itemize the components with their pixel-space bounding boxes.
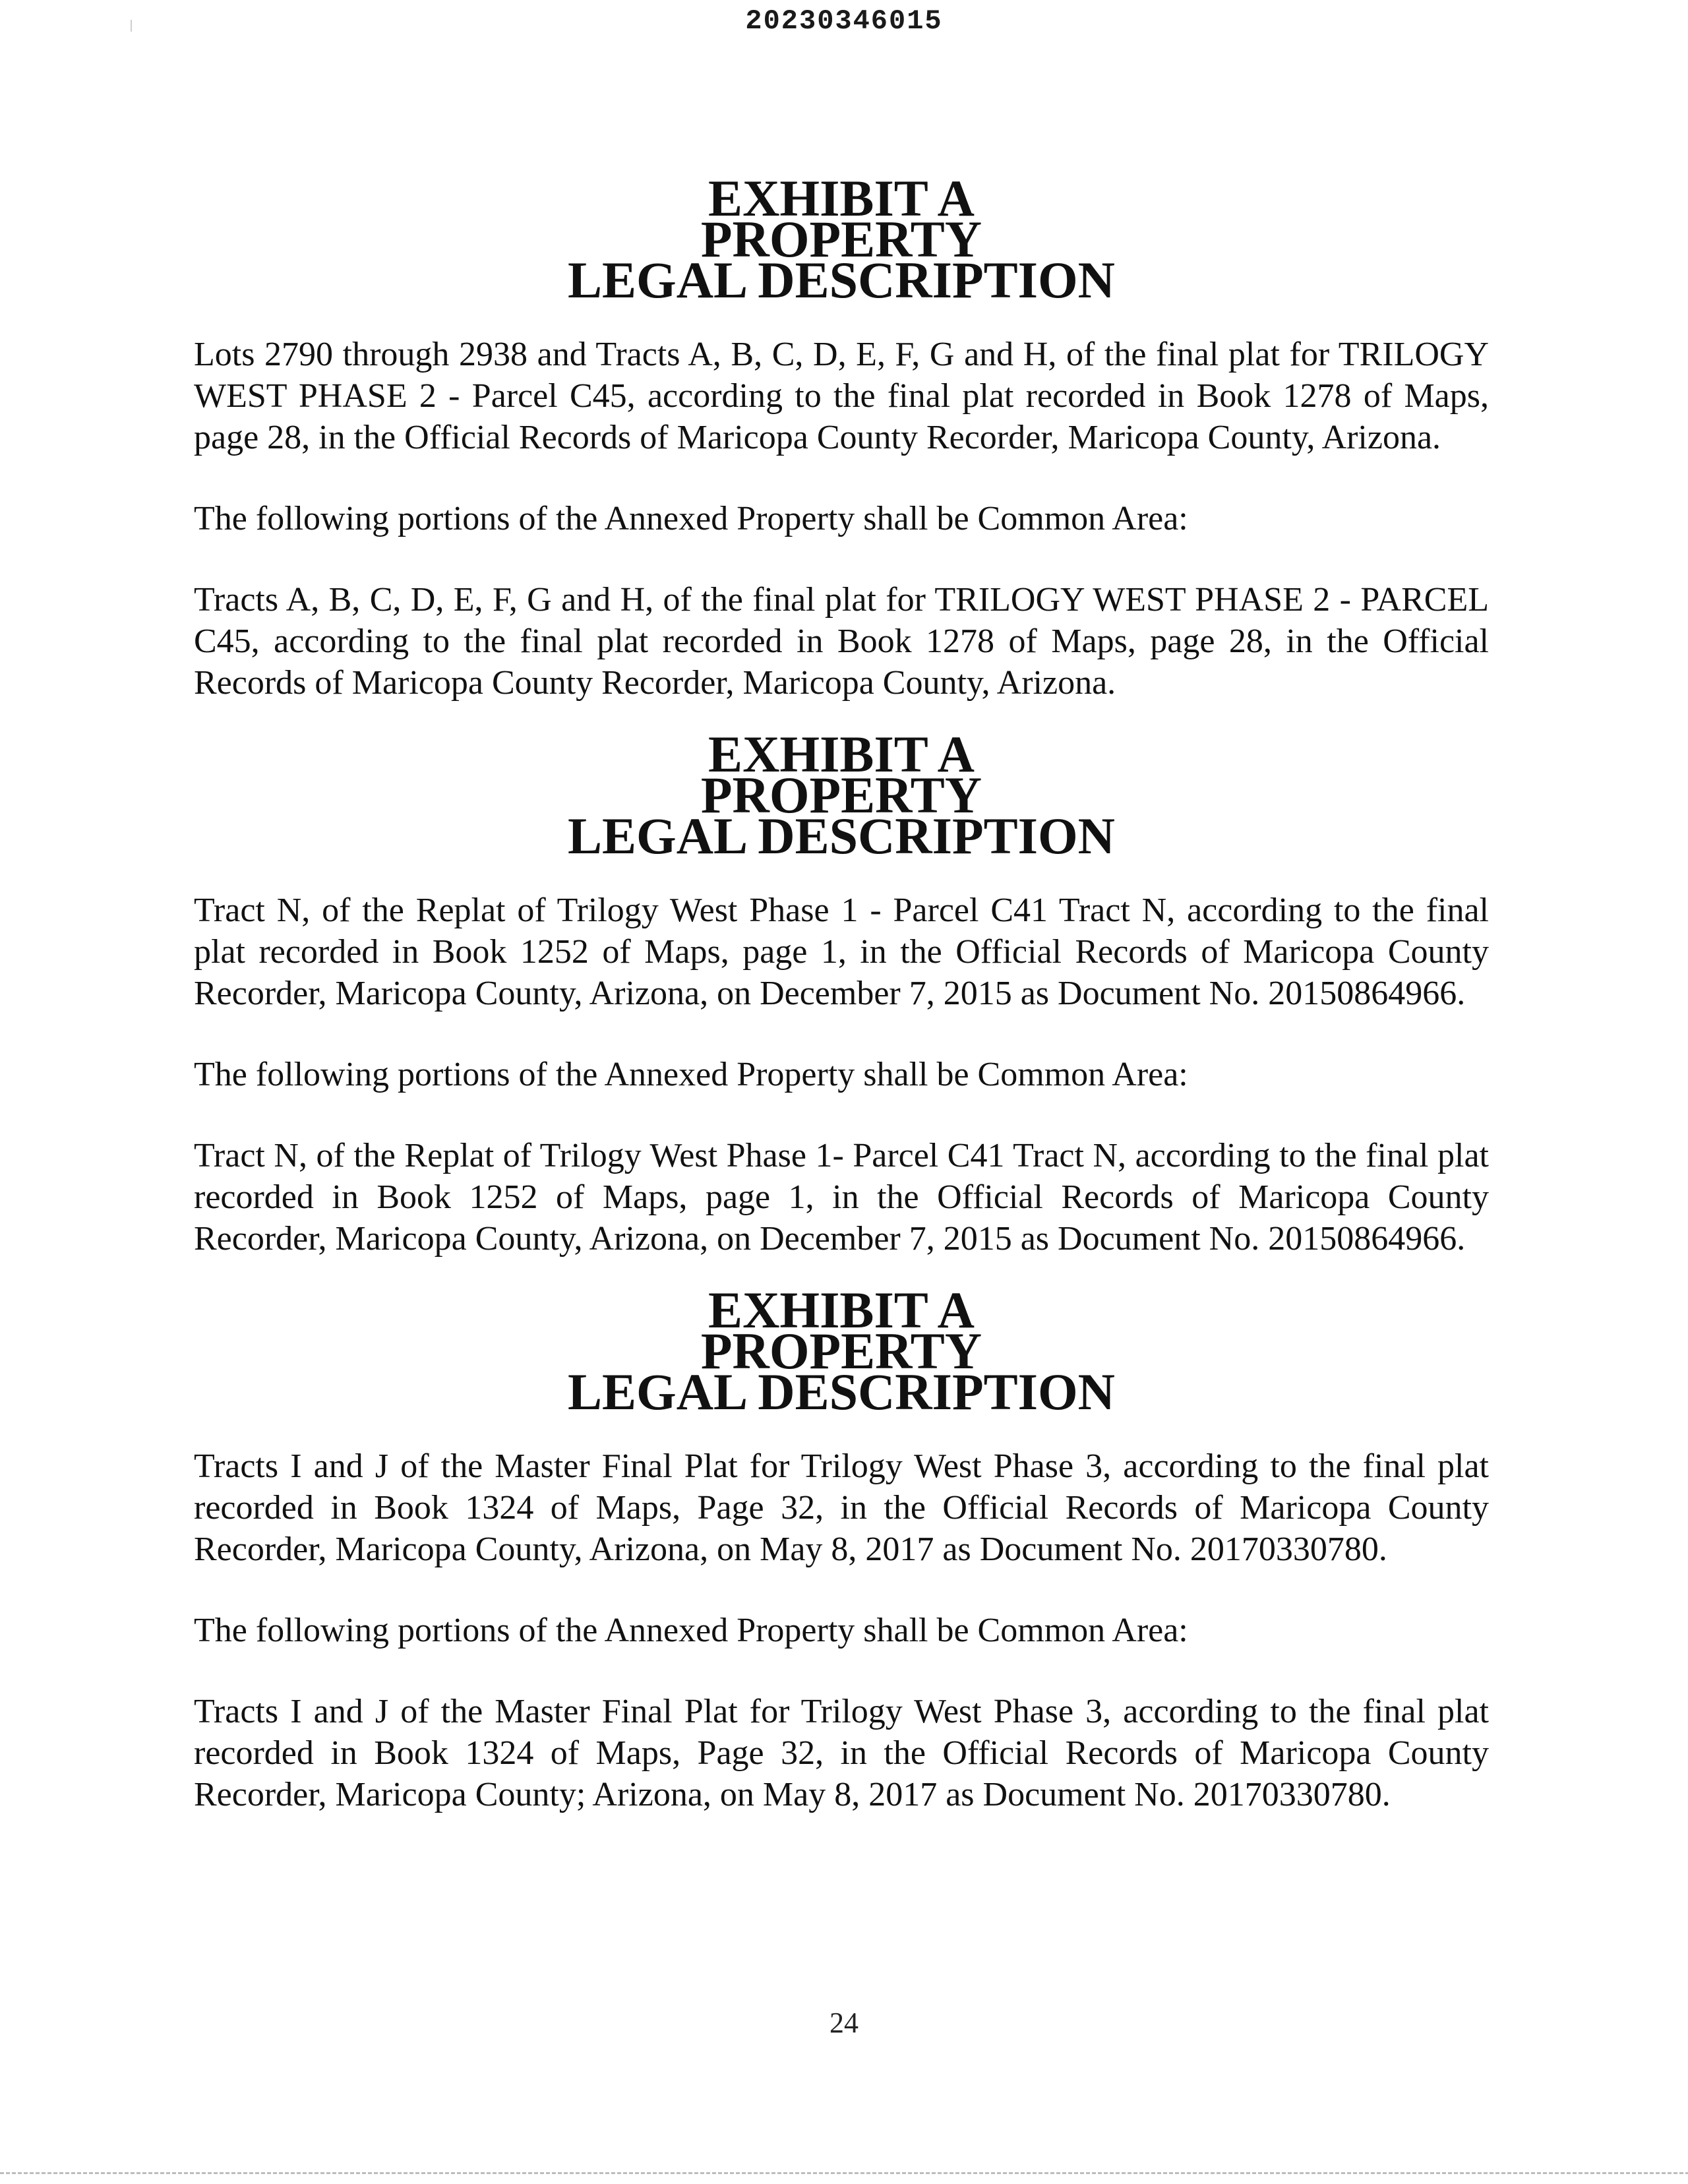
exhibit-title: EXHIBIT A (708, 725, 975, 783)
exhibit-section (194, 1281, 1489, 1815)
document-body (194, 169, 1489, 1815)
common-area-description: Tracts I and J of the Master Final Plat for Trilogy West Phase 3, according to the final plat recorded in Book 1324 of Maps, Page 32, in the Official Records of Maricopa County Recorder, Maricopa County; Arizona, on May 8, 2017 as Document No. 20170330780. (194, 1693, 1489, 1813)
exhibit-subtitle: PROPERTY (700, 1322, 982, 1380)
exhibit-heading (194, 725, 1489, 864)
page-number: 24 (829, 2007, 859, 2039)
exhibit-subtitle-2: LEGAL DESCRIPTION (567, 1363, 1116, 1420)
exhibit-subtitle: PROPERTY (700, 210, 982, 268)
exhibit-section (194, 725, 1489, 1259)
common-area-intro: The following portions of the Annexed Property shall be Common Area: (194, 500, 1188, 537)
common-area-intro: The following portions of the Annexed Property shall be Common Area: (194, 1056, 1188, 1093)
exhibit-title: EXHIBIT A (708, 1281, 975, 1339)
exhibit-section (194, 169, 1489, 704)
exhibit-heading (194, 1281, 1489, 1420)
legal-description: Tracts I and J of the Master Final Plat for Trilogy West Phase 3, according to the final plat recorded in Book 1324 of Maps, Page 32, in the Official Records of Maricopa County Recorder, Maricopa County, Arizona, on May 8, 2017 as Document No. 20170330780. (194, 1447, 1489, 1568)
exhibit-heading (194, 169, 1489, 309)
common-area-description: Tract N, of the Replat of Trilogy West Phase 1- Parcel C41 Tract N, according to the final plat recorded in Book 1252 of Maps, page 1, in the Official Records of Maricopa County Recorder, Maricopa County, Arizona, on December 7, 2015 as Document No. 20150864966. (194, 1137, 1489, 1258)
legal-description: Tract N, of the Replat of Trilogy West Phase 1 - Parcel C41 Tract N, according to the final plat recorded in Book 1252 of Maps, page 1, in the Official Records of Maricopa County Recorder, Maricopa County, Arizona, on December 7, 2015 as Document No. 20150864966. (194, 892, 1489, 1012)
common-area-intro: The following portions of the Annexed Property shall be Common Area: (194, 1612, 1188, 1649)
legal-description: Lots 2790 through 2938 and Tracts A, B, C, D, E, F, G and H, of the final plat for TRILOGY WEST PHASE 2 - Parcel C45, according to the final plat recorded in Book 1278 of Maps, page 28, in the Official Records of Maricopa County Recorder, Maricopa County, Arizona. (194, 336, 1489, 456)
exhibit-subtitle-2: LEGAL DESCRIPTION (567, 807, 1116, 864)
recording-number: 20230346015 (745, 5, 943, 37)
exhibit-title: EXHIBIT A (708, 169, 975, 227)
common-area-description: Tracts A, B, C, D, E, F, G and H, of the final plat for TRILOGY WEST PHASE 2 - PARCEL C45, according to the final plat recorded in Book 1278 of Maps, page 28, in the Official Records of Maricopa County Recorder, Maricopa County, Arizona. (194, 581, 1489, 702)
exhibit-subtitle: PROPERTY (700, 766, 982, 824)
exhibit-subtitle-2: LEGAL DESCRIPTION (567, 251, 1116, 309)
scan-edge-divider (0, 2172, 1688, 2174)
